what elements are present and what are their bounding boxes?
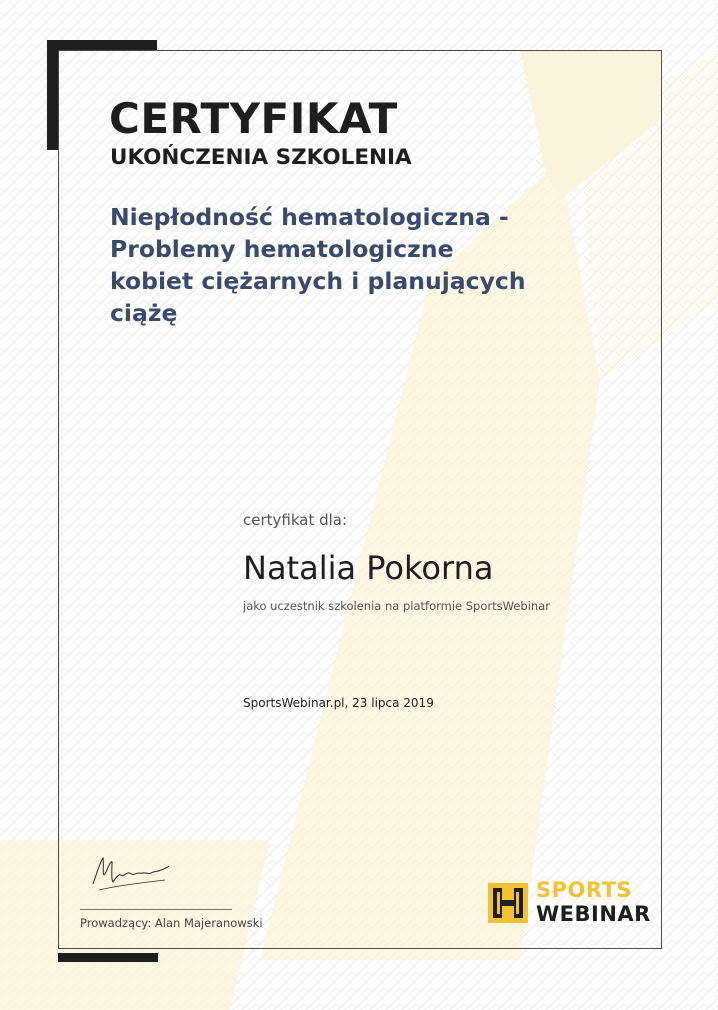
certificate-title: CERTYFIKAT <box>109 94 398 143</box>
handwritten-signature <box>85 852 175 897</box>
place-and-date: SportsWebinar.pl, 23 lipca 2019 <box>243 696 434 710</box>
logo-text-webinar: WEBINAR <box>536 902 651 926</box>
course-title: Niepłodność hematologiczna - Problemy hematologiczne kobiet ciężarnych i planujących ciążę <box>110 203 526 327</box>
participant-description: jako uczestnik szkolenia na platformie SportsWebinar <box>243 599 550 613</box>
recipient-name: Natalia Pokorna <box>243 549 494 587</box>
lecturer-name: Prowadzący: Alan Majeranowski <box>80 916 263 930</box>
sportswebinar-logo <box>486 878 651 930</box>
sportswebinar-logo-icon <box>486 880 530 926</box>
logo-text-sports: SPORTS <box>536 878 633 902</box>
certificate-frame <box>58 50 662 949</box>
recipient-label: certyfikat dla: <box>243 511 348 529</box>
certificate-subtitle: UKOŃCZENIA SZKOLENIA <box>110 145 412 170</box>
frame-bottom-accent <box>58 953 158 962</box>
frame-corner-accent <box>47 40 58 150</box>
signature-line <box>80 909 232 910</box>
